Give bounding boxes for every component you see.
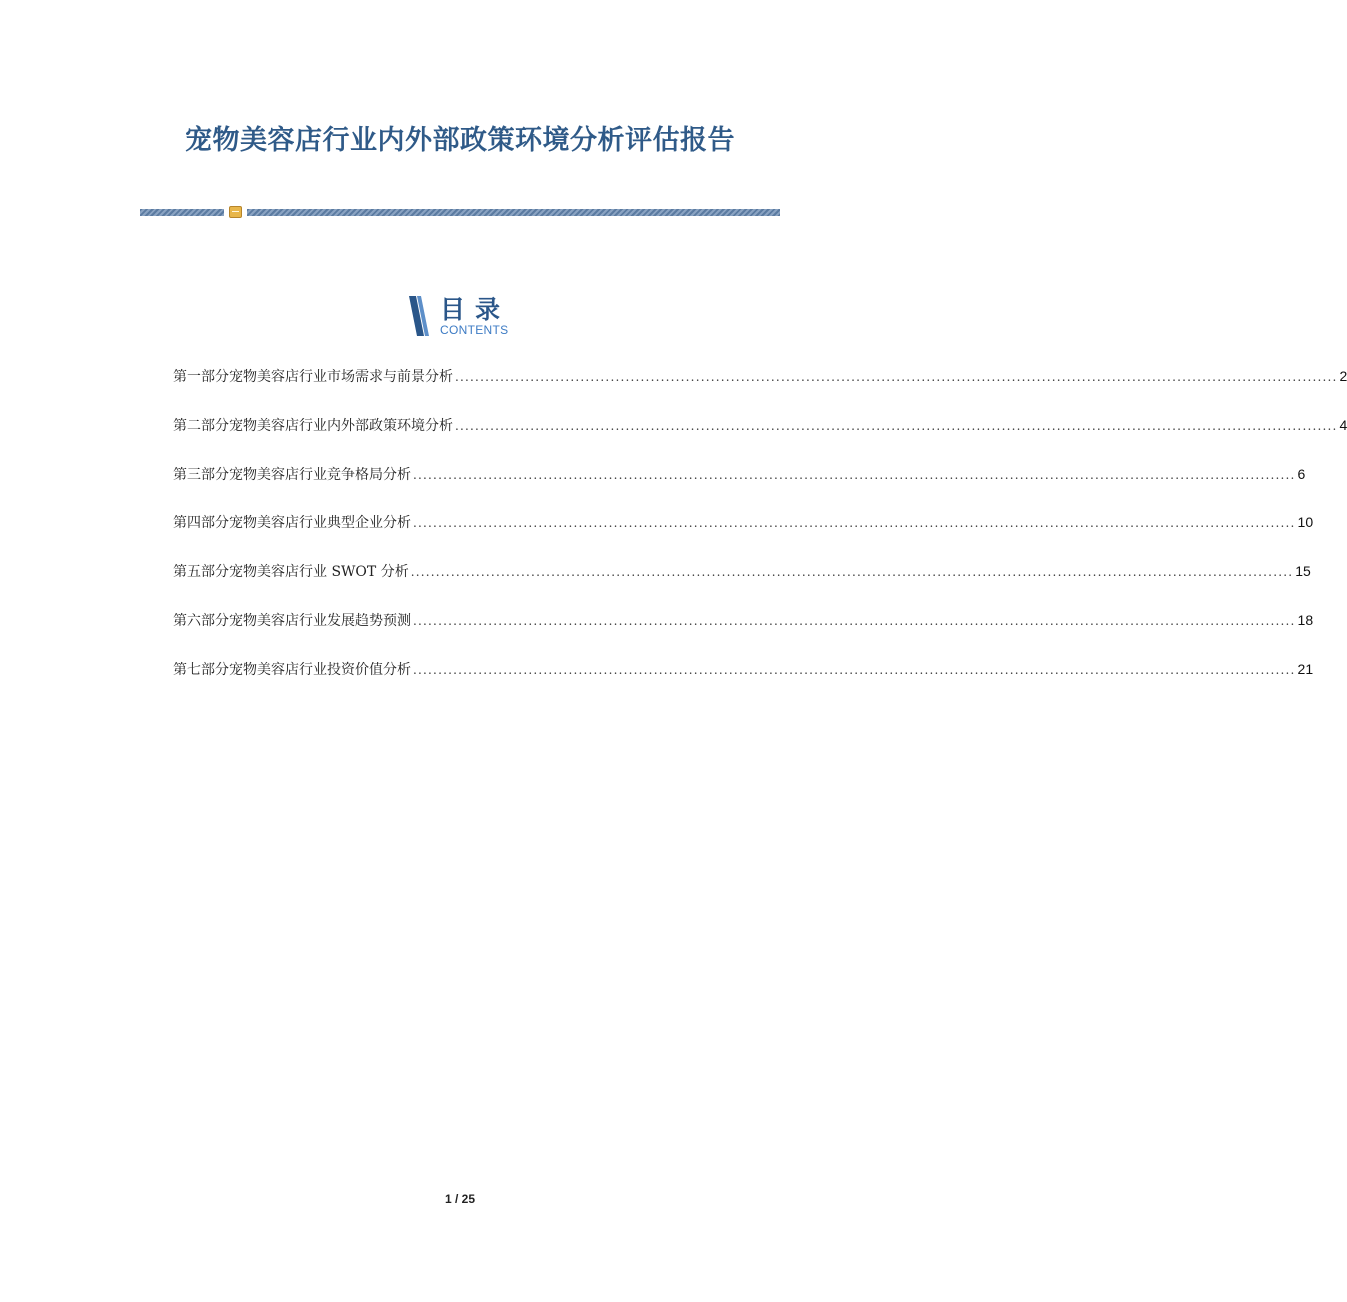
- toc-header: [407, 294, 527, 340]
- toc-leader-dots: [413, 468, 1296, 482]
- toc-leader-dots: [413, 516, 1296, 530]
- toc-row[interactable]: [173, 512, 1314, 561]
- toc-row[interactable]: [173, 561, 1311, 610]
- toc-row[interactable]: [173, 464, 1306, 513]
- toc-entry-title: 宠物美容店行业内外部政策环境分析: [229, 417, 453, 434]
- toc-leader-dots: [455, 419, 1338, 433]
- toc-entry-title: 宠物美容店行业竞争格局分析: [229, 466, 411, 483]
- toc-page-number: 2: [1339, 368, 1347, 384]
- toc-page-number: 6: [1297, 465, 1306, 482]
- toc-page-number: 21: [1297, 660, 1314, 677]
- toc-part-label: 第四部分: [173, 515, 229, 532]
- toc-entry-title: 宠物美容店行业发展趋势预测: [229, 612, 411, 629]
- toc-leader-dots: [413, 614, 1296, 628]
- toc-part-label: 第三部分: [173, 466, 229, 483]
- toc-entry-title: 宠物美容店行业投资价值分析: [229, 661, 411, 678]
- toc-row[interactable]: [173, 415, 1347, 464]
- document-title: 宠物美容店行业内外部政策环境分析评估报告: [185, 125, 735, 156]
- toc-entry-title: 宠物美容店行业市场需求与前景分析: [229, 369, 453, 385]
- title-divider-right: [247, 209, 780, 216]
- toc-page-number: 4: [1339, 416, 1347, 433]
- toc-row[interactable]: [173, 659, 1314, 708]
- toc-part-label: 第七部分: [173, 661, 229, 678]
- toc-subtitle: CONTENTS: [440, 323, 509, 337]
- toc-part-label: 第五部分: [173, 564, 229, 581]
- toc-part-label: 第六部分: [173, 612, 229, 629]
- toc-part-label: 第二部分: [173, 417, 229, 434]
- toc-title: 目录: [440, 295, 511, 324]
- toc-row[interactable]: [173, 610, 1314, 659]
- toc-bookmark-icon: [407, 294, 435, 338]
- page-indicator: 1 / 25: [444, 1192, 476, 1206]
- toc-leader-dots: [411, 565, 1294, 579]
- table-of-contents: [173, 366, 1347, 708]
- toc-page-number: 10: [1297, 514, 1314, 531]
- toc-page-number: 15: [1295, 563, 1311, 580]
- toc-leader-dots: [413, 663, 1296, 677]
- envelope-icon: [229, 206, 242, 218]
- toc-entry-title: 宠物美容店行业典型企业分析: [229, 515, 411, 532]
- title-divider-left: [140, 209, 224, 216]
- toc-row[interactable]: [173, 366, 1347, 415]
- toc-entry-title: 宠物美容店行业 SWOT 分析: [229, 564, 409, 581]
- toc-page-number: 18: [1297, 611, 1314, 628]
- toc-part-label: 第一部分: [173, 369, 229, 385]
- toc-leader-dots: [455, 370, 1338, 384]
